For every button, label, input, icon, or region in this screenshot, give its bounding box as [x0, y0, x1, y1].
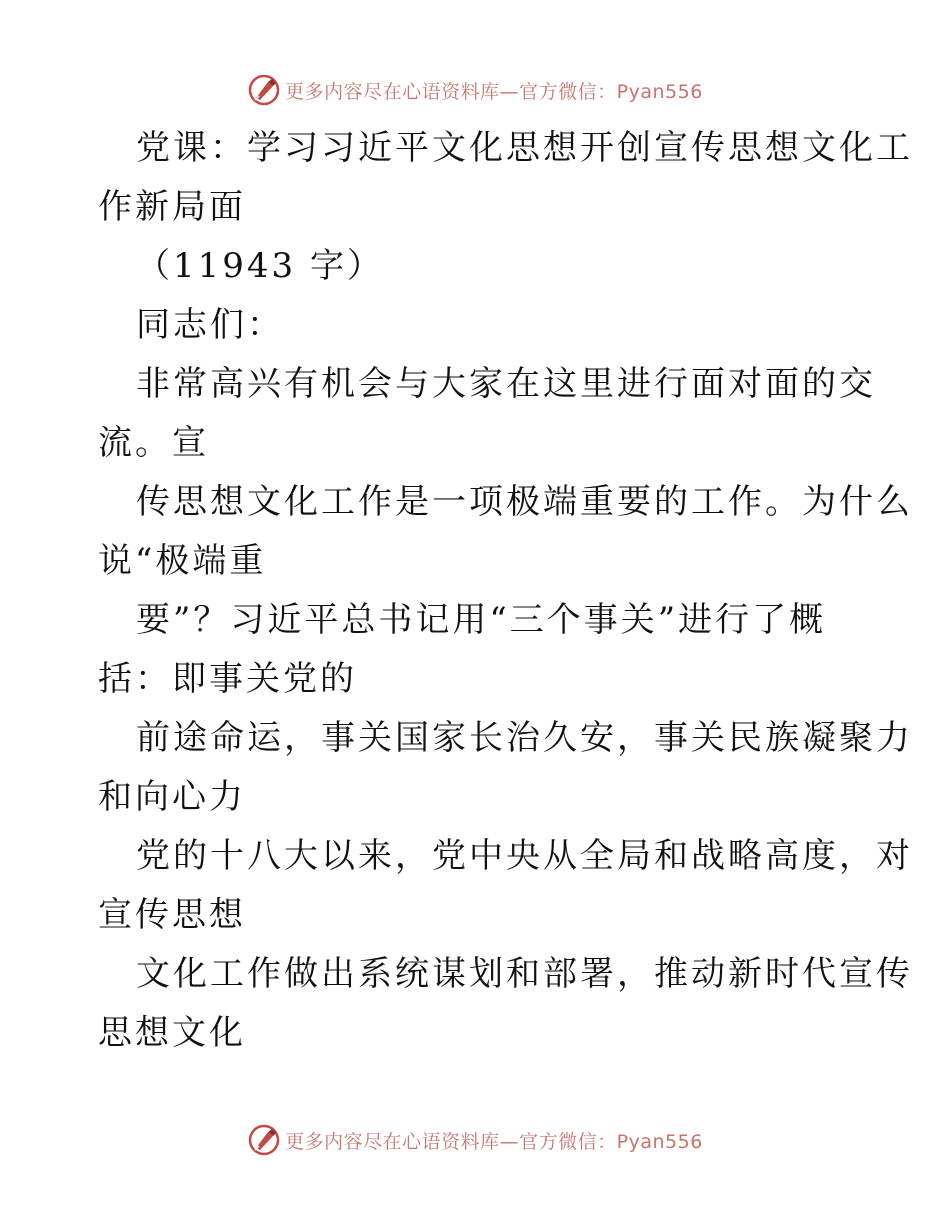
text-line: 党课：学习习近平文化思想开创宣传思想文化工	[136, 128, 913, 168]
pen-nib-icon	[247, 73, 281, 107]
pen-nib-icon	[247, 1123, 281, 1157]
text-line: 非常高兴有机会与大家在这里进行面对面的交	[136, 364, 876, 404]
footer-banner	[0, 1120, 950, 1160]
text-line: 和向心力	[98, 777, 246, 817]
banner-text: 更多内容尽在心语资料库—官方微信：Pyan556	[285, 80, 703, 103]
text-line: 同志们：	[136, 305, 284, 345]
text-line: 党的十八大以来，党中央从全局和战略高度，对	[136, 836, 913, 876]
banner-text: 更多内容尽在心语资料库—官方微信：Pyan556	[285, 1130, 703, 1153]
text-line: （11943 字）	[136, 246, 384, 286]
text-line: 括：即事关党的	[98, 659, 357, 699]
text-line: 说“极端重	[98, 541, 267, 581]
text-line: 宣传思想	[98, 895, 246, 935]
text-line: 作新局面	[98, 187, 246, 227]
text-line: 流。宣	[98, 423, 209, 463]
text-line: 思想文化	[98, 1013, 246, 1053]
text-line: 传思想文化工作是一项极端重要的工作。为什么	[136, 482, 913, 522]
header-banner	[0, 70, 950, 110]
text-line: 要”？习近平总书记用“三个事关”进行了概	[136, 600, 827, 640]
document-body	[98, 119, 913, 1063]
text-line: 前途命运，事关国家长治久安，事关民族凝聚力	[136, 718, 913, 758]
text-line: 文化工作做出系统谋划和部署，推动新时代宣传	[136, 954, 913, 994]
